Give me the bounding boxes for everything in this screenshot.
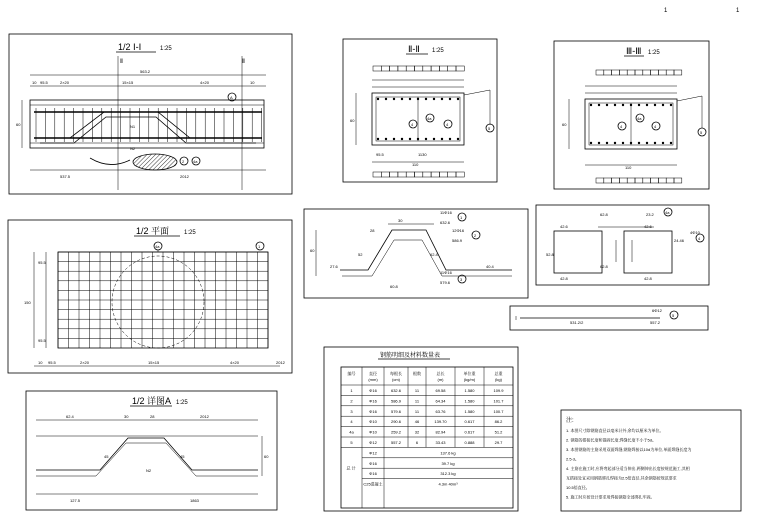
bend-dim: 62.4: [430, 252, 438, 257]
dim-box: [431, 172, 439, 177]
bend-dim: 45: [104, 454, 109, 459]
table-header: (m): [437, 377, 444, 382]
rebar-dot: [441, 98, 443, 100]
table-cell: 101.7: [493, 398, 504, 404]
dim-box: [619, 178, 627, 183]
dim-box: [674, 70, 682, 75]
table-cell: 32: [414, 429, 420, 435]
table-header: (cm): [392, 377, 400, 382]
rebar-dot: [638, 104, 640, 106]
dim-label: 563.2: [140, 69, 151, 74]
rebar-dot: [433, 138, 435, 140]
dim-box: [666, 178, 674, 183]
table-header: 单位重: [463, 371, 476, 376]
marker-4a: 4a: [193, 159, 198, 164]
table-cell: 82.94: [435, 429, 446, 435]
table-cell: 0.617: [464, 429, 475, 435]
table-cell: 86.2: [494, 419, 503, 425]
table-cell: 4: [350, 419, 353, 425]
table-cell: Φ16: [369, 408, 377, 414]
rebar-dot: [401, 138, 403, 140]
stirrup-dim: 42.6: [560, 224, 568, 229]
dim-box: [423, 66, 431, 71]
view-stirrup-detail: [536, 205, 709, 285]
dim-label: 537.5: [60, 174, 71, 179]
dim-box: [612, 178, 620, 183]
rebar-dot: [662, 104, 664, 106]
marker-5: 5: [672, 313, 675, 318]
note-line: 10.5倍直径。: [566, 485, 590, 490]
marker-4a: 4a: [155, 244, 160, 249]
dim-label: 2012: [276, 360, 285, 365]
panel-frame: [304, 209, 528, 298]
table-header: (kg/m): [463, 377, 476, 382]
view-straight-bar: [510, 306, 708, 330]
table-title: 钢筋明细及材料数量表: [380, 353, 441, 359]
dim-box: [439, 66, 447, 71]
dim-label: 2×20: [60, 80, 70, 85]
rebar-dot: [433, 98, 435, 100]
notes-title: 注:: [566, 418, 574, 424]
side-dim: 60: [562, 122, 567, 127]
dim-box: [604, 70, 612, 75]
marker-1: 1: [258, 244, 261, 249]
dim-box: [658, 70, 666, 75]
dim-label: 127.5: [70, 498, 81, 503]
rebar-dot: [457, 138, 459, 140]
summary-value: 137.6 kg: [440, 450, 456, 456]
stirrup-dim: 42.6: [644, 224, 652, 229]
dim-box: [651, 178, 659, 183]
rebar-dot: [449, 138, 451, 140]
dim-box: [627, 178, 635, 183]
view-title: 1/2 详图A: [132, 396, 172, 406]
page-mark-left: 1: [664, 8, 668, 14]
table-header: 直径: [369, 371, 377, 376]
dim-box: [596, 178, 604, 183]
bend-dim: 60.8: [390, 284, 398, 289]
dim-label: 10: [250, 80, 255, 85]
marker-5: 5: [488, 126, 491, 131]
bar-callout: 531.2/2: [570, 320, 584, 325]
marker-4: 4: [411, 122, 414, 127]
table-cell: 0.888: [464, 440, 475, 445]
rebar-dot: [606, 142, 608, 144]
dim-box: [612, 70, 620, 75]
rebar-dot: [654, 142, 656, 144]
view-half-section-1: [9, 34, 292, 194]
stirrup-dim: 42.8: [644, 276, 652, 281]
dim-label: 4×20: [230, 360, 240, 365]
table-cell: 69.58: [435, 388, 446, 393]
view-scale: 1:25: [432, 48, 444, 54]
rebar-dot: [449, 98, 451, 100]
stirrup-dim: 4Φ10: [690, 230, 700, 235]
summary-label: 总 计: [346, 465, 356, 471]
side-dim: 60: [264, 454, 269, 459]
dim-box: [373, 172, 381, 177]
view-title: Ⅲ-Ⅲ: [626, 46, 642, 56]
dim-box: [643, 70, 651, 75]
marker-4a: 4a: [665, 210, 670, 215]
dim-label: 95.5: [376, 152, 384, 157]
table-cell: Φ16: [369, 398, 377, 404]
rebar-dot: [662, 142, 664, 144]
dim-box: [604, 178, 612, 183]
dim-box: [398, 172, 406, 177]
table-cell: 4a: [349, 429, 354, 435]
rebar-dot: [377, 98, 379, 100]
table-cell: 46: [414, 419, 420, 425]
rebar-quantity-table: [324, 347, 518, 511]
rebar-dot: [393, 138, 395, 140]
dim-box: [674, 178, 682, 183]
table-header: 总长: [436, 371, 445, 376]
dim-box: [456, 172, 464, 177]
bend-dim: 52: [358, 252, 363, 257]
marker-1: 1: [460, 215, 463, 220]
dim-box: [658, 178, 666, 183]
rebar-dot: [393, 98, 395, 100]
rebar-dot: [385, 138, 387, 140]
table-cell: 0.617: [464, 419, 475, 425]
rebar-dot: [646, 104, 648, 106]
marker-4: 4: [654, 124, 657, 129]
table-cell: 11: [414, 388, 420, 393]
stirrup-dim: 62.8: [600, 212, 608, 217]
dim-box: [381, 66, 389, 71]
dim-box: [635, 178, 643, 183]
cut-mark: Ⅱ: [120, 59, 123, 65]
table-cell: 5: [350, 440, 353, 445]
dim-label: 95.5: [40, 80, 48, 85]
rebar-dot: [670, 104, 672, 106]
marker-5: 5: [700, 130, 703, 135]
dim-label: 110: [412, 162, 419, 167]
dim-box: [415, 66, 423, 71]
dim-box: [596, 70, 604, 75]
marker-2: 2: [182, 159, 185, 164]
bar-callout: 586.9: [452, 238, 463, 243]
summary-value: 39.7 kg: [441, 460, 455, 466]
table-header: 总重: [494, 371, 503, 376]
table-cell: 33.43: [435, 440, 446, 445]
stirrup-dim: 62.8: [600, 264, 608, 269]
bend-dim: 45: [180, 454, 185, 459]
dim-label: 15×15: [122, 80, 134, 85]
side-dim: 60: [16, 122, 21, 127]
marker-3: 3: [460, 277, 463, 282]
bend-dim: 40.4: [486, 264, 494, 269]
table-cell: 290.6: [390, 419, 402, 425]
table-cell: 63.76: [435, 408, 446, 414]
rebar-dot: [409, 138, 411, 140]
stirrup-dim: 52.8: [546, 252, 554, 257]
view-title: Ⅱ-Ⅱ: [408, 44, 420, 54]
side-dim: 60: [350, 118, 355, 123]
note-line: 2. 钢筋的搭接长度和锚固长度,焊缝长度不小于5d。: [566, 437, 657, 443]
dim-label: 10: [32, 80, 37, 85]
dim-box: [651, 70, 659, 75]
dim-box: [448, 66, 456, 71]
bar-callout: 12Φ16: [452, 228, 465, 233]
side-dim: 95.5: [38, 260, 46, 265]
bar-mark: N1: [130, 124, 136, 129]
rebar-dot: [638, 142, 640, 144]
rebar-dot: [606, 104, 608, 106]
panel-frame: [8, 220, 292, 373]
table-cell: Φ12: [369, 440, 377, 445]
table-cell: 2: [350, 398, 353, 404]
dim-box: [398, 66, 406, 71]
dim-box: [431, 66, 439, 71]
dim-label: 1130: [418, 152, 427, 157]
view-section-2: [343, 39, 497, 182]
table-cell: Φ10: [369, 419, 377, 425]
note-line: 3. 本图钢筋的主筋采用双面焊缝,钢筋焊接以10d为单位,单面焊缝长度为: [566, 447, 692, 452]
table-cell: 632.6: [390, 388, 402, 393]
bar-mark: N2: [146, 468, 152, 473]
view-scale: 1:25: [176, 400, 188, 406]
dim-box: [406, 66, 414, 71]
summary-dia: Φ16: [369, 471, 377, 477]
view-bent-bar-detail: [304, 209, 528, 298]
dim-label: 28: [150, 414, 155, 419]
note-line: 2.5 d。: [566, 456, 579, 462]
dim-box: [423, 172, 431, 177]
table-header: (mm): [368, 377, 378, 382]
table-cell: 29.7: [494, 440, 503, 445]
note-line: 1. 本图尺寸除钢筋直径以毫米计外,余均以厘米为单位。: [566, 428, 664, 433]
summary-value: 4.3m 40m³: [438, 481, 458, 487]
dim-label: 62.4: [66, 414, 74, 419]
view-title: 1/2 Ⅰ-Ⅰ: [118, 42, 142, 52]
rebar-dot: [622, 142, 624, 144]
cut-mark: Ⅱ: [242, 59, 245, 65]
rebar-dot: [425, 138, 427, 140]
table-cell: 51.2: [494, 429, 503, 435]
rebar-dot: [598, 142, 600, 144]
table-cell: 100.7: [493, 408, 504, 414]
rebar-dot: [654, 104, 656, 106]
bar-mark: N2: [130, 146, 136, 151]
table-cell: 3: [350, 408, 353, 414]
dim-box: [406, 172, 414, 177]
rebar-dot: [377, 138, 379, 140]
summary-value: 312.3 kg: [440, 471, 456, 477]
dim-box: [643, 178, 651, 183]
table-cell: 11: [414, 398, 420, 404]
marker-2: 2: [474, 233, 477, 238]
table-header: 编号: [347, 371, 356, 376]
view-half-detail-a: [26, 391, 277, 510]
side-dim: 150: [24, 300, 31, 305]
rebar-dot: [409, 98, 411, 100]
rebar-dot: [598, 104, 600, 106]
dim-box: [373, 66, 381, 71]
rebar-dot: [646, 142, 648, 144]
table-header: (kg): [495, 377, 502, 382]
table-cell: 579.6: [390, 408, 402, 414]
dim-label: 1863: [190, 498, 199, 503]
table-cell: 109.9: [493, 388, 504, 393]
dim-label: 110: [625, 165, 632, 170]
panel-frame: [26, 391, 277, 510]
stirrup-dim: 23.2: [646, 212, 654, 217]
side-dim: 95.5: [38, 338, 46, 343]
view-scale: 1:25: [160, 46, 172, 52]
view-section-3: [554, 41, 709, 189]
dim-label: 95.5: [48, 360, 56, 365]
stirrup-dim: 24.46: [674, 238, 685, 243]
dim-box: [439, 172, 447, 177]
side-dim: 60: [310, 248, 315, 253]
dim-box: [456, 66, 464, 71]
table-cell: 1.580: [464, 388, 475, 393]
rebar-dot: [590, 142, 592, 144]
table-cell: 6: [415, 440, 419, 445]
table-cell: 557.2: [390, 440, 402, 445]
dim-label: 4×20: [200, 80, 210, 85]
table-cell: 586.9: [390, 398, 402, 404]
view-title: 1/2 平面: [136, 226, 170, 236]
dim-box: [381, 172, 389, 177]
dim-box: [635, 70, 643, 75]
marker-5: A: [230, 95, 233, 100]
rebar-dot: [622, 104, 624, 106]
note-line: 4. 主筋在施工时,应将弯起部分适当伸出,两侧伸出长度按规范施工,其相: [566, 466, 690, 471]
view-half-plan: [8, 220, 292, 373]
bar-callout: 11Φ16: [440, 270, 452, 275]
bar-callout: 632.6: [440, 220, 451, 225]
table-header: 根数: [413, 371, 421, 376]
table-cell: Φ10: [369, 429, 377, 435]
bend-dim: 28: [370, 228, 375, 233]
page-mark-right: 1: [736, 8, 740, 14]
rebar-dot: [614, 142, 616, 144]
summary-dia: C25混凝土: [363, 481, 383, 487]
bar-callout: 11Φ16: [440, 210, 452, 215]
marker-4: 4: [446, 122, 449, 127]
table-cell: 1.580: [464, 408, 475, 414]
bend-dim: 27.6: [330, 264, 338, 269]
panel-frame: [554, 41, 709, 189]
rebar-dot: [385, 98, 387, 100]
dim-label: 15×15: [148, 360, 160, 365]
dim-label: 10: [38, 360, 43, 365]
rebar-dot: [401, 98, 403, 100]
note-line: 互搭接处宜采用钢筋绑扎焊接为2.5倍直径,其余钢筋按规范要求: [566, 475, 677, 481]
rebar-dot: [425, 98, 427, 100]
marker-4: 4: [620, 124, 623, 129]
rebar-dot: [670, 142, 672, 144]
dim-box: [666, 70, 674, 75]
table-cell: 1.580: [464, 398, 475, 404]
dim-box: [390, 172, 398, 177]
dim-box: [627, 70, 635, 75]
notes-block: [561, 410, 741, 511]
summary-dia: Φ16: [369, 460, 377, 466]
table-cell: 1: [350, 388, 353, 393]
rebar-dot: [614, 104, 616, 106]
view-scale: 1:25: [184, 230, 196, 236]
panel-frame: [343, 39, 497, 182]
dim-label: 2012: [180, 174, 189, 179]
note-line: 5. 施工时应按设计要求用焊接钢筋全部绑扎牢固。: [566, 494, 655, 500]
dim-box: [448, 172, 456, 177]
view-scale: 1:25: [648, 50, 660, 56]
marker-4a: 4a: [427, 116, 432, 121]
summary-dia: Φ12: [369, 450, 377, 456]
rebar-dot: [441, 138, 443, 140]
dim-label: 30: [124, 414, 129, 419]
bar-callout: 557.2: [650, 320, 661, 325]
table-cell: 259.2: [390, 429, 402, 435]
marker-4: 4: [698, 236, 701, 241]
table-cell: Φ16: [369, 388, 377, 393]
marker-4a: 4a: [637, 116, 642, 121]
dim-label: 2×20: [80, 360, 90, 365]
table-cell: 139.70: [434, 419, 447, 425]
dim-box: [390, 66, 398, 71]
dim-label: 2012: [200, 414, 209, 419]
dim-box: [619, 70, 627, 75]
table-cell: 64.34: [435, 398, 446, 404]
table-cell: 11: [414, 408, 420, 414]
bar-callout: 6Φ12: [652, 308, 662, 313]
stirrup-dim: 42.8: [560, 276, 568, 281]
dim-box: [415, 172, 423, 177]
bend-dim: 30: [398, 218, 403, 223]
bar-callout: 579.6: [440, 280, 451, 285]
rebar-dot: [457, 98, 459, 100]
rebar-dot: [590, 104, 592, 106]
table-header: 每根长: [390, 371, 402, 376]
